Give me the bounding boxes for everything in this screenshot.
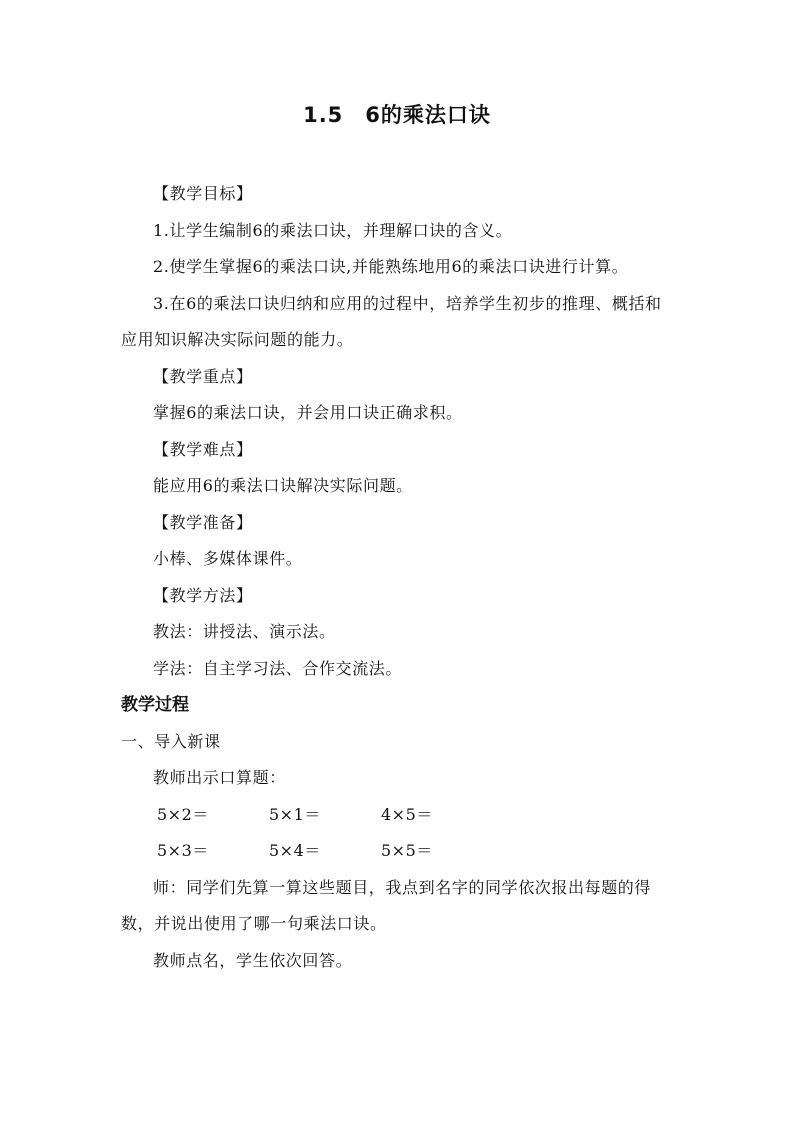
difficulty-heading: 【教学难点】 bbox=[153, 439, 253, 459]
equation: 5×3＝ bbox=[157, 841, 209, 860]
goal-item-1: 1.让学生编制6的乘法口诀，并理解口诀的含义。 bbox=[153, 220, 513, 240]
equation: 5×5＝ bbox=[381, 841, 433, 860]
document-body bbox=[121, 176, 677, 979]
equation: 5×1＝ bbox=[269, 804, 321, 824]
key-text: 掌握6的乘法口诀，并会用口诀正确求积。 bbox=[153, 403, 463, 422]
goals-heading: 【教学目标】 bbox=[153, 184, 253, 203]
teacher-talk: 师：同学们先算一算这些题目，我点到名字的同学依次报出每题的得数，并说出使用了哪一句乘法口诀。 bbox=[121, 877, 652, 933]
key-heading: 【教学重点】 bbox=[153, 366, 253, 386]
equation: 5×4＝ bbox=[269, 841, 321, 860]
method-learn-text: 学法：自主学习法、合作交流法。 bbox=[153, 658, 403, 678]
method-teach-text: 教法：讲授法、演示法。 bbox=[153, 622, 336, 641]
step1-intro: 教师出示口算题： bbox=[153, 768, 286, 787]
goal-item-2: 2.使学生掌握6的乘法口诀,并能熟练地用6的乘法口诀进行计算。 bbox=[153, 257, 629, 276]
method-heading: 【教学方法】 bbox=[153, 585, 253, 605]
page-title: 1.5 6的乘法口诀 bbox=[303, 103, 491, 127]
teacher-action: 教师点名，学生依次回答。 bbox=[153, 950, 353, 970]
goal-item-3: 3.在6的乘法口诀归纳和应用的过程中，培养学生初步的推理、概括和应用知识解决实际问题的能力。 bbox=[121, 293, 662, 349]
step1-heading: 一、导入新课 bbox=[121, 731, 221, 751]
process-heading: 教学过程 bbox=[121, 695, 189, 715]
equation-row-2 bbox=[121, 833, 677, 870]
equation-row-1 bbox=[121, 797, 677, 834]
equation: 4×5＝ bbox=[381, 804, 433, 824]
equation: 5×2＝ bbox=[157, 804, 209, 824]
prep-heading: 【教学准备】 bbox=[153, 512, 253, 532]
prep-text: 小棒、多媒体课件。 bbox=[153, 549, 303, 568]
difficulty-text: 能应用6的乘法口诀解决实际问题。 bbox=[153, 476, 413, 495]
